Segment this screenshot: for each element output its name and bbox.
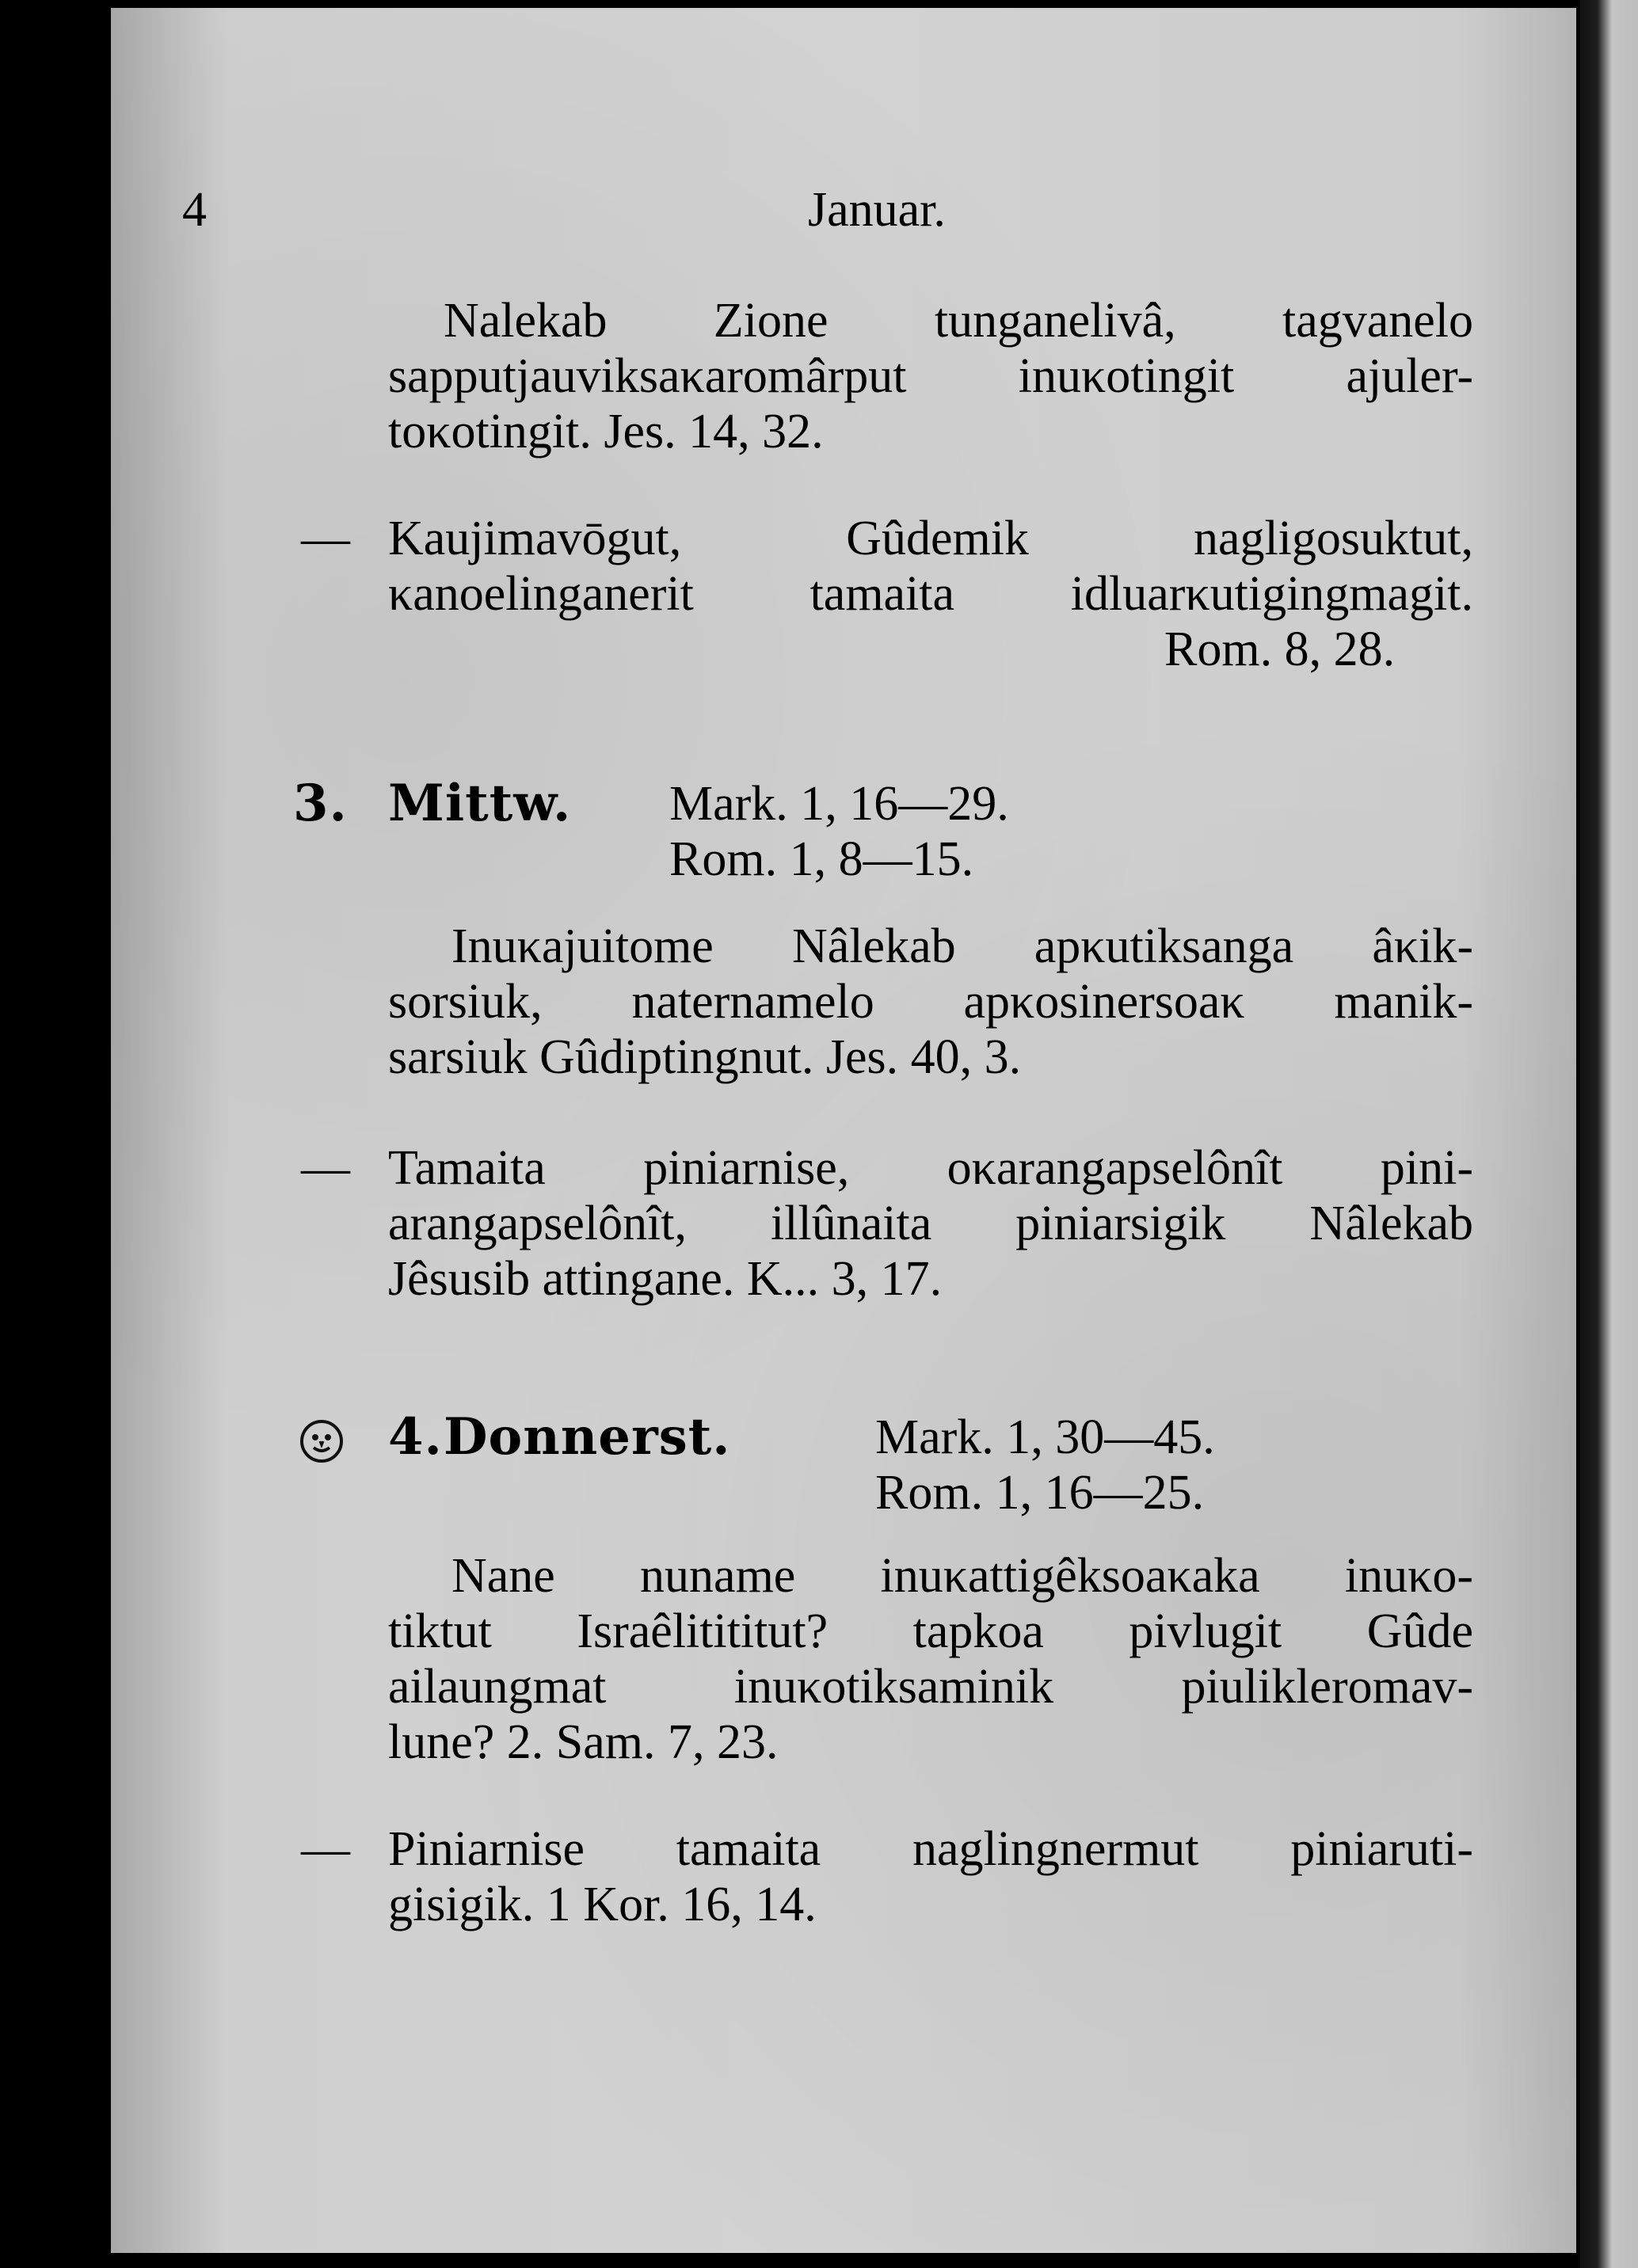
verse-line: sapputjauviksaκaromârput inuκotingit ajuler-	[388, 349, 1473, 403]
verse-line: Kaujimavōgut, Gûdemik nagligosuktut,	[388, 512, 1473, 565]
reading-reference: Mark. 1, 30—45.	[875, 1410, 1215, 1464]
verse-line: Nalekab Zione tunganelivâ, tagvanelo	[444, 294, 1473, 348]
reading-reference: Mark. 1, 16—29.	[669, 777, 1009, 831]
day-name: Mittw.	[388, 774, 572, 833]
dash-marker: —	[301, 1141, 350, 1195]
verse-line: Nane nuname inuκattigêksoaκaka inuκo-	[451, 1549, 1473, 1603]
verse-line: gisigik. 1 Kor. 16, 14.	[388, 1878, 817, 1931]
day-number: 4.	[388, 1407, 443, 1467]
page-number: 4	[182, 183, 207, 237]
page-title: Januar.	[808, 183, 946, 237]
verse-line: Tamaita piniarnise, oκarangapselônît pini-	[388, 1141, 1473, 1195]
full-moon-face-icon	[299, 1419, 344, 1463]
verse-line: lune? 2. Sam. 7, 23.	[388, 1715, 779, 1769]
verse-line: Piniarnise tamaita naglingnermut piniaruti-	[388, 1822, 1473, 1876]
verse-line: sorsiuk, naternamelo apκosinersoaκ manik-	[388, 975, 1473, 1029]
dash-marker: —	[301, 1822, 350, 1876]
day-number: 3.	[293, 774, 348, 833]
reading-reference: Rom. 1, 16—25.	[875, 1466, 1205, 1520]
verse-line: Jêsusib attingane. K... 3, 17.	[388, 1252, 943, 1306]
verse-line: Inuκajuitome Nâlekab apκutiksanga âκik-	[451, 919, 1473, 973]
verse-line: sarsiuk Gûdiptingnut. Jes. 40, 3.	[388, 1030, 1022, 1084]
verse-line: κanoelinganerit tamaita idluarκutigingmagit.	[388, 567, 1473, 621]
verse-line: arangapselônît, illûnaita piniarsigik Nâlekab	[388, 1197, 1473, 1250]
dash-marker: —	[301, 512, 350, 565]
verse-line: toκotingit. Jes. 14, 32.	[388, 405, 824, 459]
day-name: Donnerst.	[444, 1407, 731, 1467]
verse-line: tiktut Israêlitititut? tapkoa pivlugit Gûde	[388, 1604, 1473, 1658]
page-edge-shadow	[1580, 0, 1638, 2268]
verse-line: ailaungmat inuκotiksaminik piulikleromav-	[388, 1660, 1473, 1714]
reading-reference: Rom. 1, 8—15.	[669, 832, 974, 886]
verse-reference: Rom. 8, 28.	[1164, 622, 1396, 676]
